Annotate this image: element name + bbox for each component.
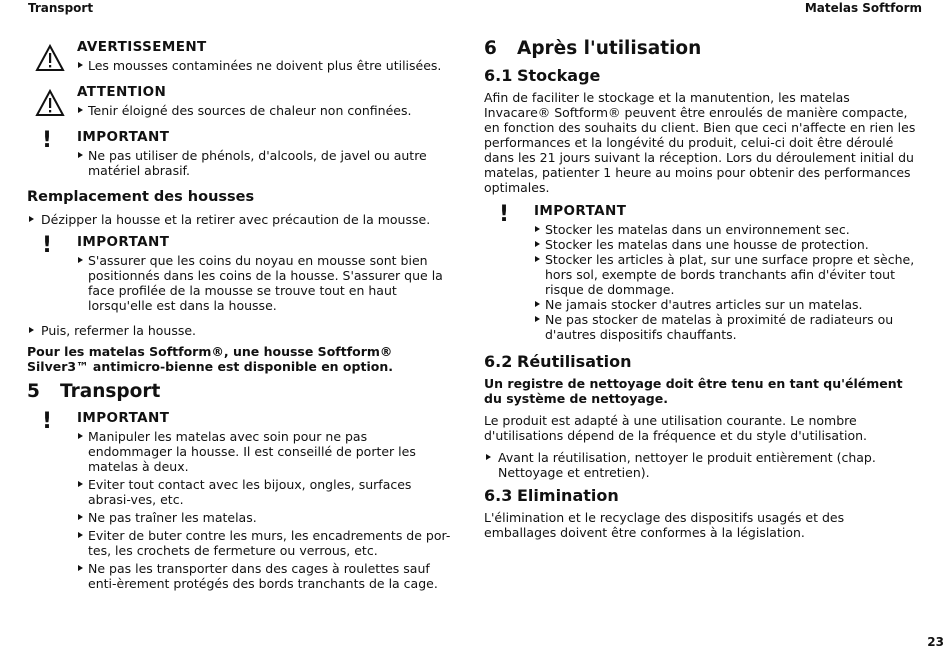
important-title: IMPORTANT <box>77 410 170 426</box>
important-item: Ne pas les transporter dans des cages à roulettes sauf enti-èrement protégés des bords tranchants de la cage. <box>77 561 455 591</box>
section-6-3-heading <box>484 486 918 506</box>
section-title: Elimination <box>517 486 619 505</box>
caution-notice <box>27 83 455 118</box>
important-notice-storage <box>484 202 918 342</box>
important-item: Stocker les matelas dans une housse de protection. <box>534 237 918 252</box>
section-number: 5 <box>27 381 40 402</box>
section-title: Après l'utilisation <box>517 38 702 59</box>
important-notice-chemicals <box>27 128 455 178</box>
section-title: Réutilisation <box>517 352 632 371</box>
exclamation-icon: ! <box>499 202 510 227</box>
disposal-paragraph: L'élimination et le recyclage des dispositifs usagés et des emballages doivent être conformes à la législation. <box>484 510 845 540</box>
section-number: 6.3 <box>484 486 513 505</box>
important-item: Stocker les articles à plat, sur une surface propre et sèche, hors sol, exempte de bords tranchants afin d'éviter tout risque de dommage. <box>534 252 918 297</box>
important-item: Ne jamais stocker d'autres articles sur un matelas. <box>534 297 918 312</box>
cover-step-close: Puis, refermer la housse. <box>27 323 455 338</box>
reuse-step: Avant la réutilisation, nettoyer le produit entièrement (chap. Nettoyage et entretien). <box>484 450 918 480</box>
important-title: IMPORTANT <box>77 129 170 145</box>
important-item: Ne pas traîner les matelas. <box>77 510 455 525</box>
warning-item: Les mousses contaminées ne doivent plus être utilisées. <box>77 58 455 73</box>
important-title: IMPORTANT <box>77 234 170 250</box>
running-header-right: Matelas Softform <box>804 1 922 15</box>
left-column <box>27 38 455 601</box>
important-item: Ne pas utiliser de phénols, d'alcools, de javel ou autre matériel abrasif. <box>77 148 455 178</box>
cleaning-register-note: Un registre de nettoyage doit être tenu en tant qu'élément du système de nettoyage. <box>484 376 903 406</box>
important-item: Manipuler les matelas avec soin pour ne pas endommager la housse. Il est conseillé de porter les matelas à deux. <box>77 429 455 474</box>
storage-paragraph: Afin de faciliter le stockage et la manutention, les matelas Invacare® Softform® peuvent être enroulés de manière compacte, en fonction des souhaits du client. Bien que ceci n'affecte en rien les performances et la longévité du produit, celui-ci doit être déroulé dans les 21 jours suivant la réception. Lors du déroulement initial du matelas, patienter 1 heure au moins pour obtenir des performances optimales. <box>484 90 916 195</box>
caution-item: Tenir éloigné des sources de chaleur non confinées. <box>77 103 455 118</box>
important-notice-transport <box>27 409 455 591</box>
section-number: 6.2 <box>484 352 513 371</box>
caution-triangle-icon <box>35 89 65 117</box>
important-item: Stocker les matelas dans un environnement sec. <box>534 222 918 237</box>
warning-title: AVERTISSEMENT <box>77 39 207 55</box>
section-5-heading <box>27 381 455 403</box>
section-title: Stockage <box>517 66 601 85</box>
exclamation-icon: ! <box>42 409 53 434</box>
caution-title: ATTENTION <box>77 84 167 100</box>
cover-step-unzip: Dézipper la housse et la retirer avec précaution de la mousse. <box>27 212 455 227</box>
page-number: 23 <box>927 635 944 649</box>
important-notice-foam-corners <box>27 233 455 313</box>
important-title: IMPORTANT <box>534 203 627 219</box>
warning-triangle-icon <box>35 44 65 72</box>
exclamation-icon: ! <box>42 128 53 153</box>
important-item: Eviter tout contact avec les bijoux, ongles, surfaces abrasi-ves, etc. <box>77 477 455 507</box>
important-item: Eviter de buter contre les murs, les encadrements de por-tes, les crochets de fermeture ou verrous, etc. <box>77 528 455 558</box>
exclamation-icon: ! <box>42 233 53 258</box>
important-item: Ne pas stocker de matelas à proximité de radiateurs ou d'autres dispositifs chauffants. <box>534 312 918 342</box>
reuse-paragraph: Le produit est adapté à une utilisation courante. Le nombre d'utilisations dépend de la fréquence et du style d'utilisation. <box>484 413 868 443</box>
section-6-1-heading <box>484 66 918 86</box>
important-item: S'assurer que les coins du noyau en mousse sont bien positionnés dans les coins de la housse. S'assurer que la face profilée de la mousse se trouve tout en haut lorsqu'elle est dans la housse. <box>77 253 455 313</box>
right-column <box>484 38 918 547</box>
cover-replacement-heading: Remplacement des housses <box>27 189 255 205</box>
running-header-left: Transport <box>28 1 94 15</box>
section-number: 6.1 <box>484 66 513 85</box>
section-6-heading <box>484 38 918 60</box>
option-note: Pour les matelas Softform®, une housse Softform® Silver3™ antimicro-bienne est disponible en option. <box>27 344 393 374</box>
warning-notice <box>27 38 455 73</box>
section-title: Transport <box>60 381 161 402</box>
section-number: 6 <box>484 38 497 59</box>
section-6-2-heading <box>484 352 918 372</box>
